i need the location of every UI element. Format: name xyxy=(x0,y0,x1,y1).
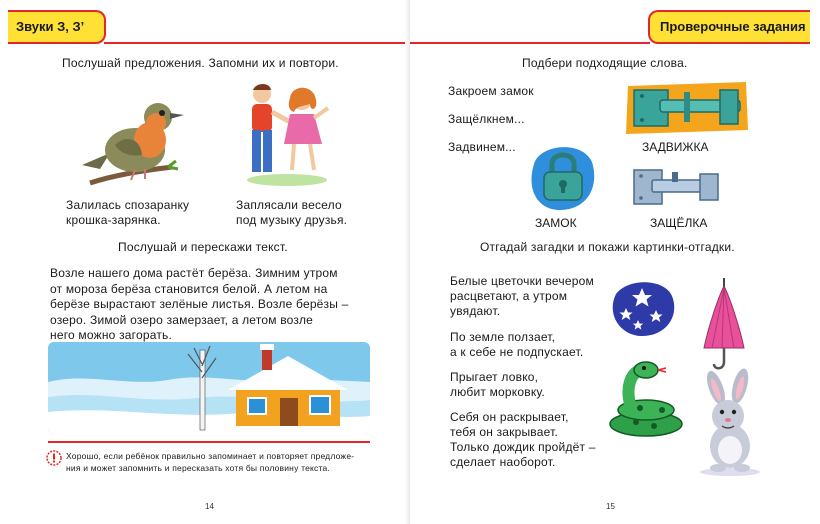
bird-caption-line-2: крошка-зарянка. xyxy=(66,213,161,227)
riddle-4-line-1: Себя он раскрывает, xyxy=(450,410,569,424)
dance-caption-line-1: Заплясали весело xyxy=(236,198,342,212)
riddle-2-line-1: По земле ползает, xyxy=(450,330,556,344)
riddle-2-line-2: а к себе не подпускает. xyxy=(450,345,584,359)
latch-illustration xyxy=(632,164,722,210)
phrase-zadvinem: Задвинем... xyxy=(448,140,516,154)
right-instruction-1: Подбери подходящие слова. xyxy=(522,56,688,70)
robin-bird-illustration xyxy=(80,95,190,190)
story-line-3: берёзе вырастают зелёные листья. Возле берёзы – xyxy=(50,297,349,311)
padlock-illustration xyxy=(530,144,596,212)
right-page-tab: Проверочные задания xyxy=(648,10,810,44)
riddle-3-line-2: любит морковку. xyxy=(450,385,545,399)
right-header-rule xyxy=(410,42,650,44)
story-line-4: озеро. Зимой озеро замерзает, а летом возле xyxy=(50,312,314,327)
label-zamok: ЗАМОК xyxy=(535,216,577,230)
dancing-children-illustration xyxy=(240,82,335,187)
riddle-4-line-4: сделает наоборот. xyxy=(450,455,556,469)
riddle-1-line-2: расцветают, а утром xyxy=(450,289,568,303)
label-zadvizhka: ЗАДВИЖКА xyxy=(642,140,709,154)
story-line-1: Возле нашего дома растёт берёза. Зимним утром xyxy=(50,266,338,280)
parent-note-line-2: ния и может запомнить и пересказать хотя бы половину текста. xyxy=(66,463,330,473)
dance-caption-line-2: под музыку друзья. xyxy=(236,213,348,227)
story-line-5: него можно загорать. xyxy=(50,328,173,342)
rabbit-illustration xyxy=(694,372,766,476)
riddle-4-line-3: Только дождик пройдёт – xyxy=(450,440,596,454)
riddle-1-line-1: Белые цветочки вечером xyxy=(450,274,594,288)
phrase-zakroem: Закроем замок xyxy=(448,84,534,98)
parent-note-line-1: Хорошо, если ребёнок правильно запоминает и повторяет предложе- xyxy=(66,451,355,461)
label-zashchelka: ЗАЩЁЛКА xyxy=(650,216,708,230)
right-instruction-2: Отгадай загадки и покажи картинки-отгадки. xyxy=(480,240,735,254)
winter-house-scene xyxy=(48,342,370,434)
left-instruction-2: Послушай и перескажи текст. xyxy=(118,240,288,254)
left-page-tab: Звуки З, З’ xyxy=(8,10,106,44)
door-bolt-illustration xyxy=(624,82,750,134)
left-header-rule xyxy=(104,42,410,44)
riddle-4-line-2: тебя он закрывает. xyxy=(450,425,558,439)
riddle-1-line-3: увядают. xyxy=(450,304,501,318)
phrase-zashchelknem: Защёлкнем... xyxy=(448,112,525,126)
exclamation-icon xyxy=(46,450,62,466)
folded-umbrella-illustration xyxy=(700,278,750,370)
snake-illustration xyxy=(606,358,686,438)
page-number-left: 14 xyxy=(205,502,214,511)
story-line-2: от мороза берёза становится белой. А летом на xyxy=(50,281,328,296)
bird-caption-line-1: Залилась спозаранку xyxy=(66,198,190,212)
page-number-right: 15 xyxy=(606,502,615,511)
note-divider xyxy=(48,441,370,443)
left-instruction-1: Послушай предложения. Запомни их и повтори. xyxy=(62,56,339,70)
night-stars-illustration xyxy=(610,280,676,338)
right-page xyxy=(410,0,820,524)
riddle-3-line-1: Прыгает ловко, xyxy=(450,370,539,384)
